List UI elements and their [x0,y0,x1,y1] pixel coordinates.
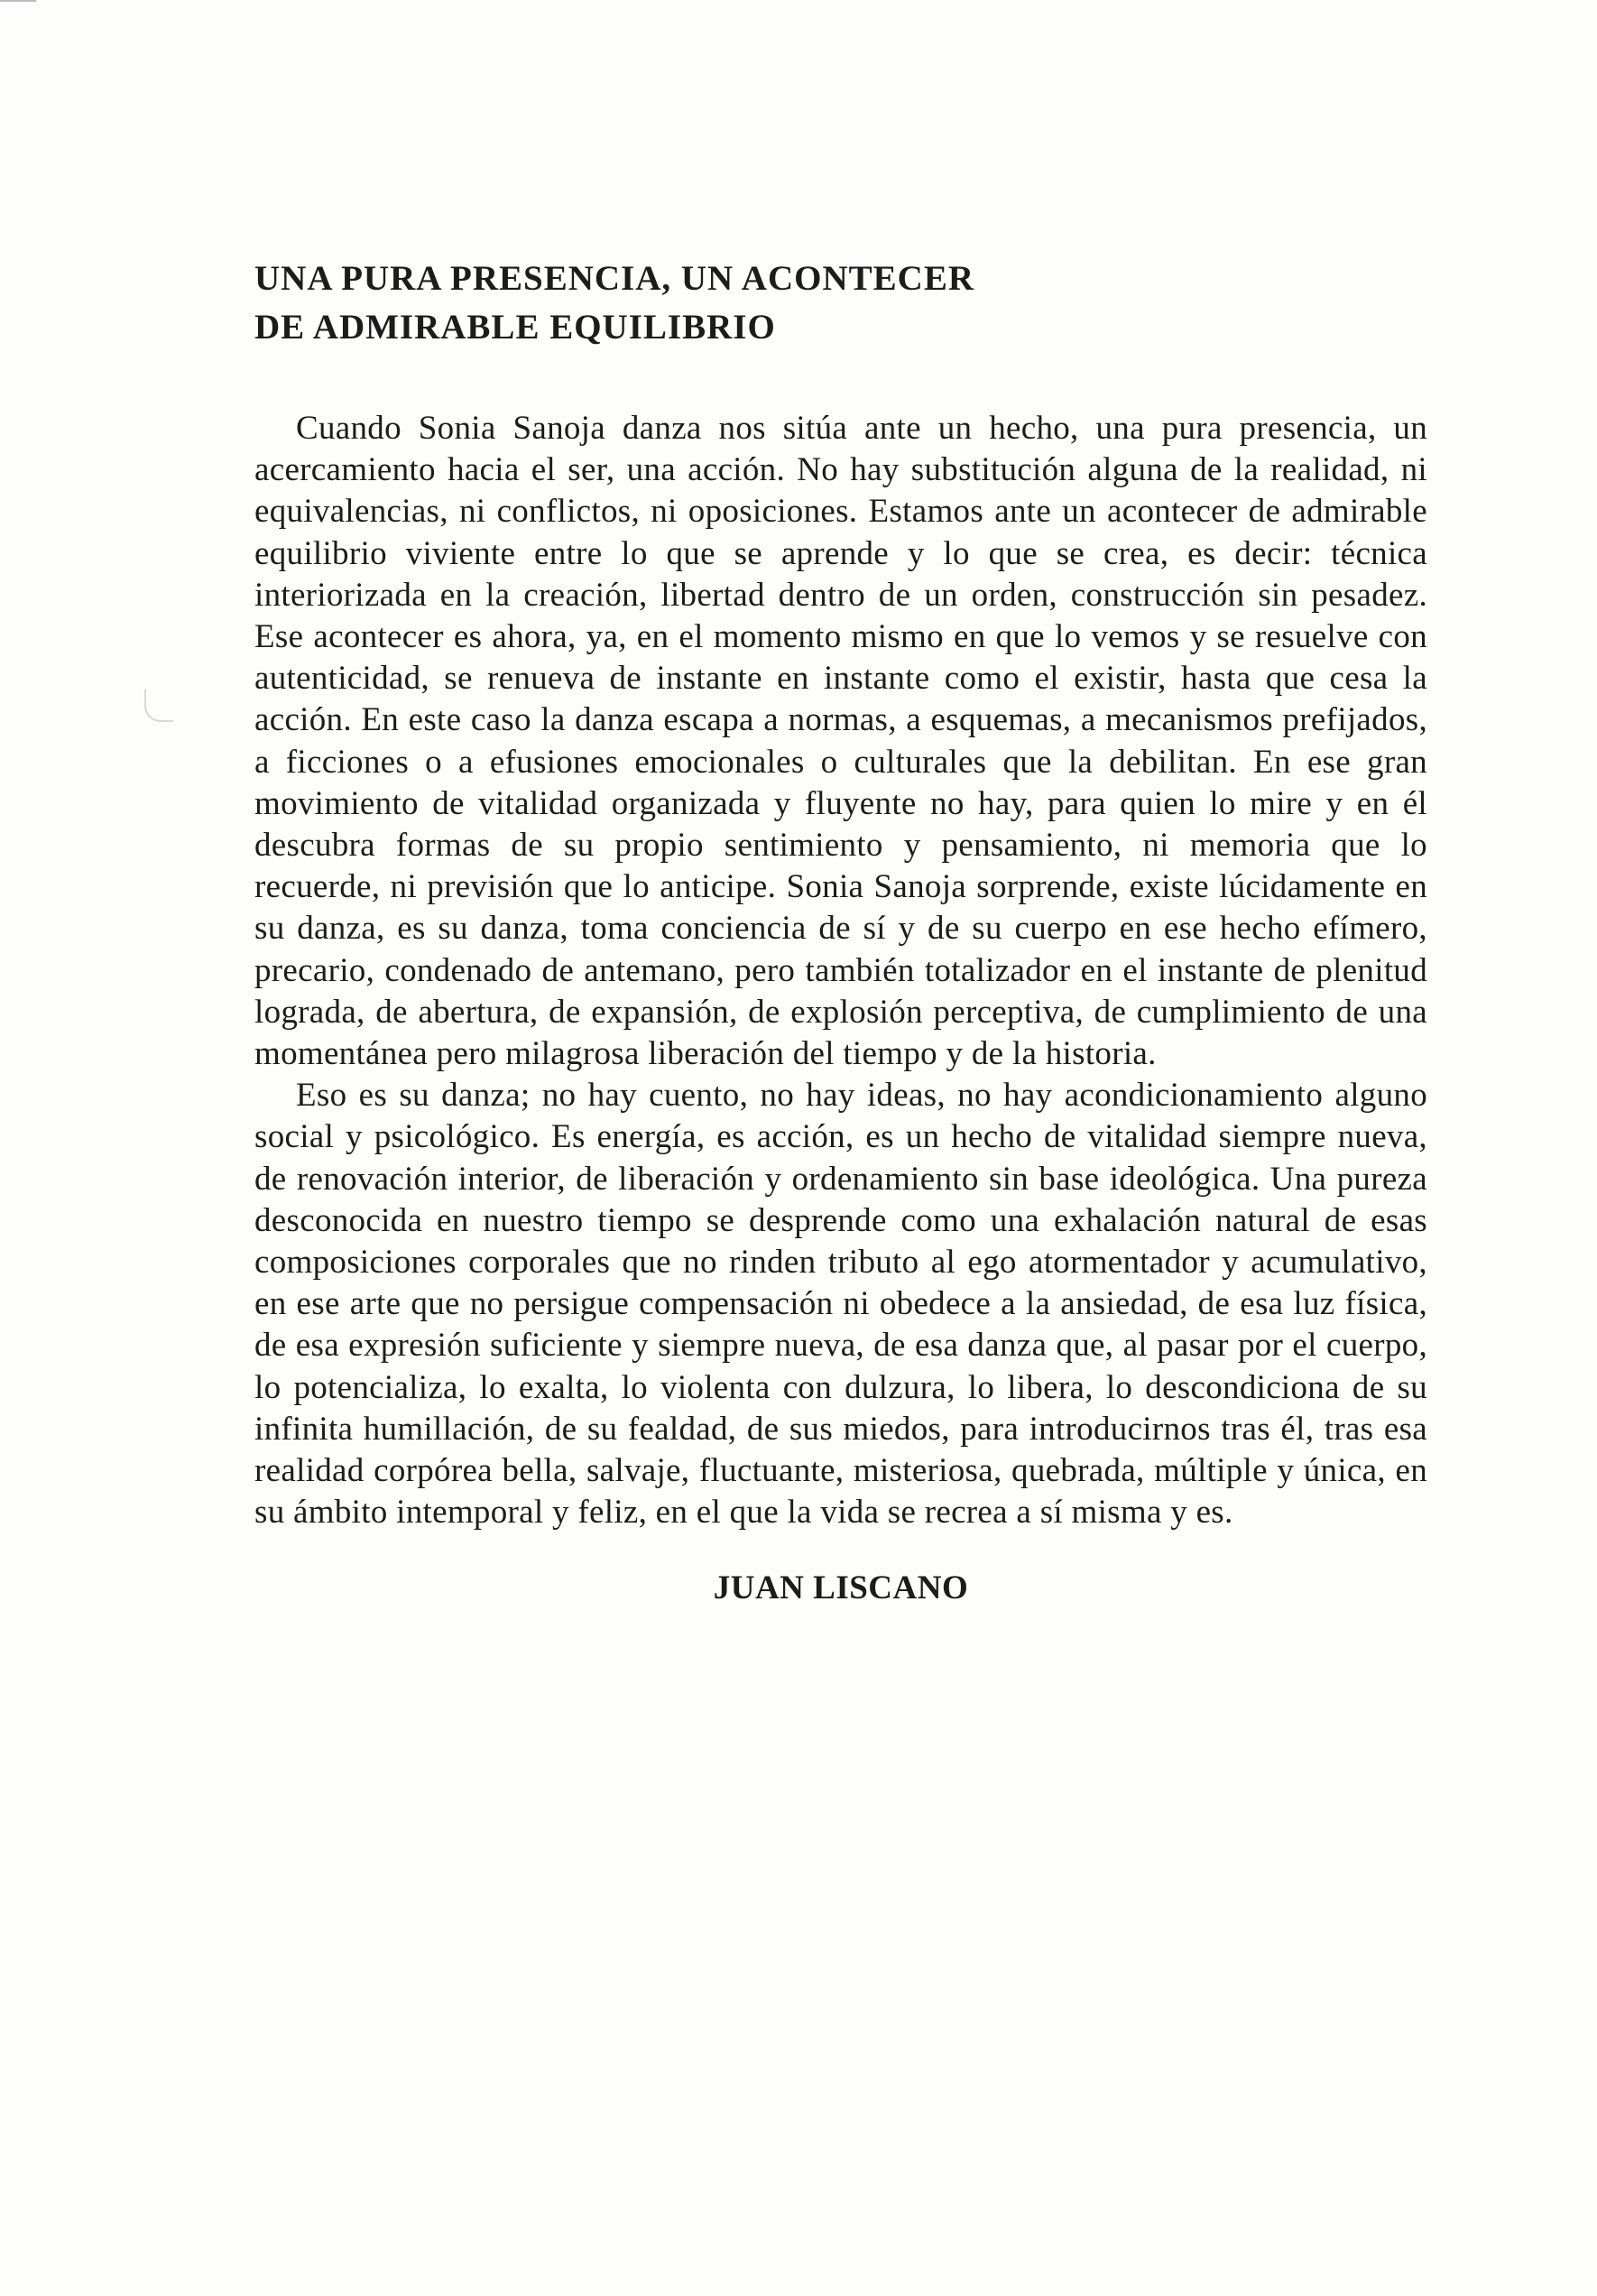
paragraph-2: Eso es su danza; no hay cuento, no hay ideas, no hay acondicionamiento alguno social y psicológico. Es energía, es acción, es un hecho de vitalidad siempre nueva, de renovación interior, de liberación y ordenamiento sin base ideológica. Una pureza desconocida en nuestro tiempo se desprende como una exhalación natural de esas composiciones corporales que no rinden tributo al ego atormentador y acumulativo, en ese arte que no persigue compensación ni obedece a la ansiedad, de esa luz física, de esa expresión suficiente y siempre nueva, de esa danza que, al pasar por el cuerpo, lo potencializa, lo exalta, lo violenta con dulzura, lo libera, lo descondiciona de su infinita humillación, de su fealdad, de sus miedos, para introducirnos tras él, tras esa realidad corpórea bella, salvaje, fluctuante, misteriosa, quebrada, múltiple y única, en su ámbito intemporal y feliz, en el que la vida se recrea a sí misma y es. [254,1077,1427,1532]
document-page [254,255,1427,1611]
title-line-1: UNA PURA PRESENCIA, UN ACONTECER [254,259,975,298]
margin-pencil-mark [144,690,173,722]
author-signature: JUAN LISCANO [713,1569,969,1607]
document-body [254,408,1427,1533]
document-title [254,255,1427,352]
paragraph-1: Cuando Sonia Sanoja danza nos sitúa ante un hecho, una pura presencia, un acercamiento hacia el ser, una acción. No hay substitución alguna de la realidad, ni equivalencias, ni conflictos, ni oposiciones. Estamos ante un acontecer de admirable equilibrio viviente entre lo que se aprende y lo que se crea, es decir: técnica interiorizada en la creación, libertad dentro de un orden, construcción sin pesadez. Ese acontecer es ahora, ya, en el momento mismo en que lo vemos y se resuelve con autenticidad, se renueva de instante en instante como el existir, hasta que cesa la acción. En este caso la danza escapa a normas, a esquemas, a mecanismos prefijados, a ficciones o a efusiones emocionales o culturales que la debilitan. En ese gran movimiento de vitalidad organizada y fluyente no hay, para quien lo mire y en él descubra formas de su propio sentimiento y pensamiento, ni memoria que lo recuerde, ni previsión que lo anticipe. Sonia Sanoja sorprende, existe lúcidamente en su danza, es su danza, toma conciencia de sí y de su cuerpo en ese hecho efímero, precario, condenado de antemano, pero también totalizador en el instante de plenitud lograda, de abertura, de expansión, de explosión perceptiva, de cumplimiento de una momentánea pero milagrosa liberación del tiempo y de la historia. [254,410,1427,1073]
page-edge-mark [0,0,36,2]
title-line-2: DE ADMIRABLE EQUILIBRIO [254,308,776,347]
